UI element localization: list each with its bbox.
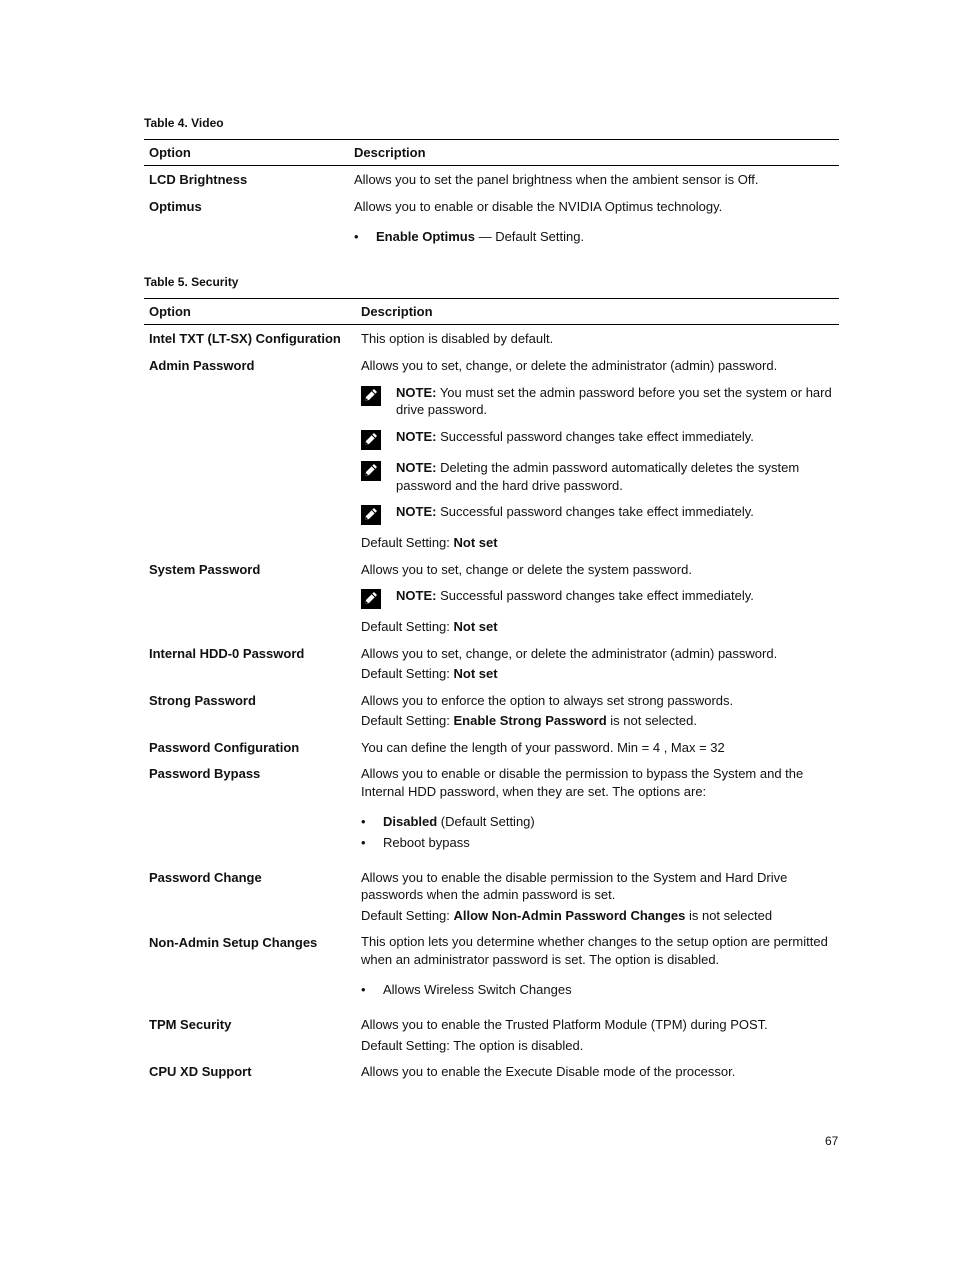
admin-note-3-line-2: password and the hard drive password. [396,478,623,493]
bullet-dot: • [361,835,366,850]
desc-strong-password: Allows you to enforce the option to always set strong passwords. [361,693,734,708]
note-pencil-icon [361,505,381,525]
strong-default-setting [361,712,697,730]
bullet-dot: • [354,229,359,244]
table-4-header-option: Option [149,145,191,160]
bypass-bullet-1-bold: Disabled [383,814,438,829]
table-5-top-rule [144,298,839,299]
table-5-header-rule [144,324,839,325]
option-strong-password: Strong Password [149,693,256,708]
desc-tpm-security: Allows you to enable the Trusted Platform Module (TPM) during POST. [361,1017,768,1032]
note-label: NOTE: [396,504,437,519]
note-pencil-icon [361,461,381,481]
desc-password-bypass-line-2: Internal HDD password, when they are set. The options are: [361,784,707,799]
system-default-setting [361,618,498,636]
desc-system-password: Allows you to set, change or delete the system password. [361,562,692,577]
option-optimus: Optimus [149,199,202,214]
desc-optimus: Allows you to enable or disable the NVIDIA Optimus technology. [354,199,723,214]
admin-default-setting [361,534,498,552]
table-4-header-description: Description [354,145,426,160]
option-password-change: Password Change [149,870,262,885]
desc-intel-txt: This option is disabled by default. [361,331,554,346]
admin-note-2-text: Successful password changes take effect immediately. [436,429,754,444]
desc-password-configuration: You can define the length of your password. Min = 4 , Max = 32 [361,740,725,755]
admin-note-1-line-2: drive password. [396,402,488,417]
table-4-top-rule [144,139,839,140]
option-non-admin-setup-changes: Non-Admin Setup Changes [149,935,318,950]
desc-password-change-line-1: Allows you to enable the disable permission to the System and Hard Drive [361,870,788,885]
note-label: NOTE: [396,588,437,603]
option-cpu-xd-support: CPU XD Support [149,1064,252,1079]
note-pencil-icon [361,430,381,450]
optimus-bullet [376,228,584,246]
option-system-password: System Password [149,562,261,577]
table-5-header-description: Description [361,304,433,319]
desc-password-bypass-line-1: Allows you to enable or disable the permission to bypass the System and the [361,766,804,781]
note-label: NOTE: [396,385,437,400]
admin-note-1-line-1 [396,384,832,402]
nonadmin-bullet: Allows Wireless Switch Changes [383,982,572,997]
bullet-dot: • [361,814,366,829]
option-password-configuration: Password Configuration [149,740,300,755]
system-note [396,587,754,605]
admin-note-3-text: Deleting the admin password automatically deletes the system [436,460,800,475]
bypass-bullet-2: Reboot bypass [383,835,470,850]
tpm-default-setting: Default Setting: The option is disabled. [361,1038,584,1053]
option-intel-txt: Intel TXT (LT-SX) Configuration [149,331,341,346]
table-4-header-rule [144,165,839,166]
table-5-header-option: Option [149,304,191,319]
note-label: NOTE: [396,429,437,444]
table-5-caption: Table 5. Security [144,275,239,289]
default-suffix: is not selected [685,908,773,923]
desc-non-admin-line-1: This option lets you determine whether changes to the setup option are permitted [361,934,828,949]
admin-note-4-text: Successful password changes take effect immediately. [436,504,754,519]
default-setting-label: Default Setting: [361,619,454,634]
option-tpm-security: TPM Security [149,1017,232,1032]
default-value: Not set [453,535,498,550]
pwchange-default-setting [361,907,772,925]
note-pencil-icon [361,589,381,609]
bypass-bullet-1-rest: (Default Setting) [437,814,535,829]
default-value: Enable Strong Password [453,713,607,728]
desc-password-change-line-2: passwords when the admin password is set. [361,887,616,902]
admin-note-2 [396,428,754,446]
default-suffix: is not selected. [606,713,697,728]
desc-non-admin-line-2: when an administrator password is set. The option is disabled. [361,952,720,967]
hdd-default-setting [361,665,498,683]
option-internal-hdd-password: Internal HDD-0 Password [149,646,305,661]
bullet-dot: • [361,982,366,997]
default-setting-label: Default Setting: [361,535,454,550]
admin-note-1-text: You must set the admin password before you set the system or hard [436,385,832,400]
system-note-text: Successful password changes take effect immediately. [436,588,754,603]
admin-note-3-line-1 [396,459,799,477]
table-4-caption: Table 4. Video [144,116,224,130]
default-setting-label: Default Setting: [361,713,454,728]
desc-internal-hdd-password: Allows you to set, change, or delete the administrator (admin) password. [361,646,778,661]
desc-admin-password: Allows you to set, change, or delete the administrator (admin) password. [361,358,778,373]
bypass-bullet-1 [383,813,535,831]
option-lcd-brightness: LCD Brightness [149,172,248,187]
option-password-bypass: Password Bypass [149,766,261,781]
option-admin-password: Admin Password [149,358,255,373]
default-setting-label: Default Setting: [361,908,454,923]
note-label: NOTE: [396,460,437,475]
default-value: Allow Non-Admin Password Changes [453,908,686,923]
default-value: Not set [453,666,498,681]
desc-cpu-xd-support: Allows you to enable the Execute Disable mode of the processor. [361,1064,736,1079]
admin-note-4 [396,503,754,521]
default-setting-label: Default Setting: [361,666,454,681]
page-number: 67 [825,1134,839,1148]
default-value: Not set [453,619,498,634]
optimus-bullet-rest: — Default Setting. [474,229,585,244]
desc-lcd-brightness: Allows you to set the panel brightness when the ambient sensor is Off. [354,172,759,187]
optimus-bullet-bold: Enable Optimus [376,229,475,244]
note-pencil-icon [361,386,381,406]
